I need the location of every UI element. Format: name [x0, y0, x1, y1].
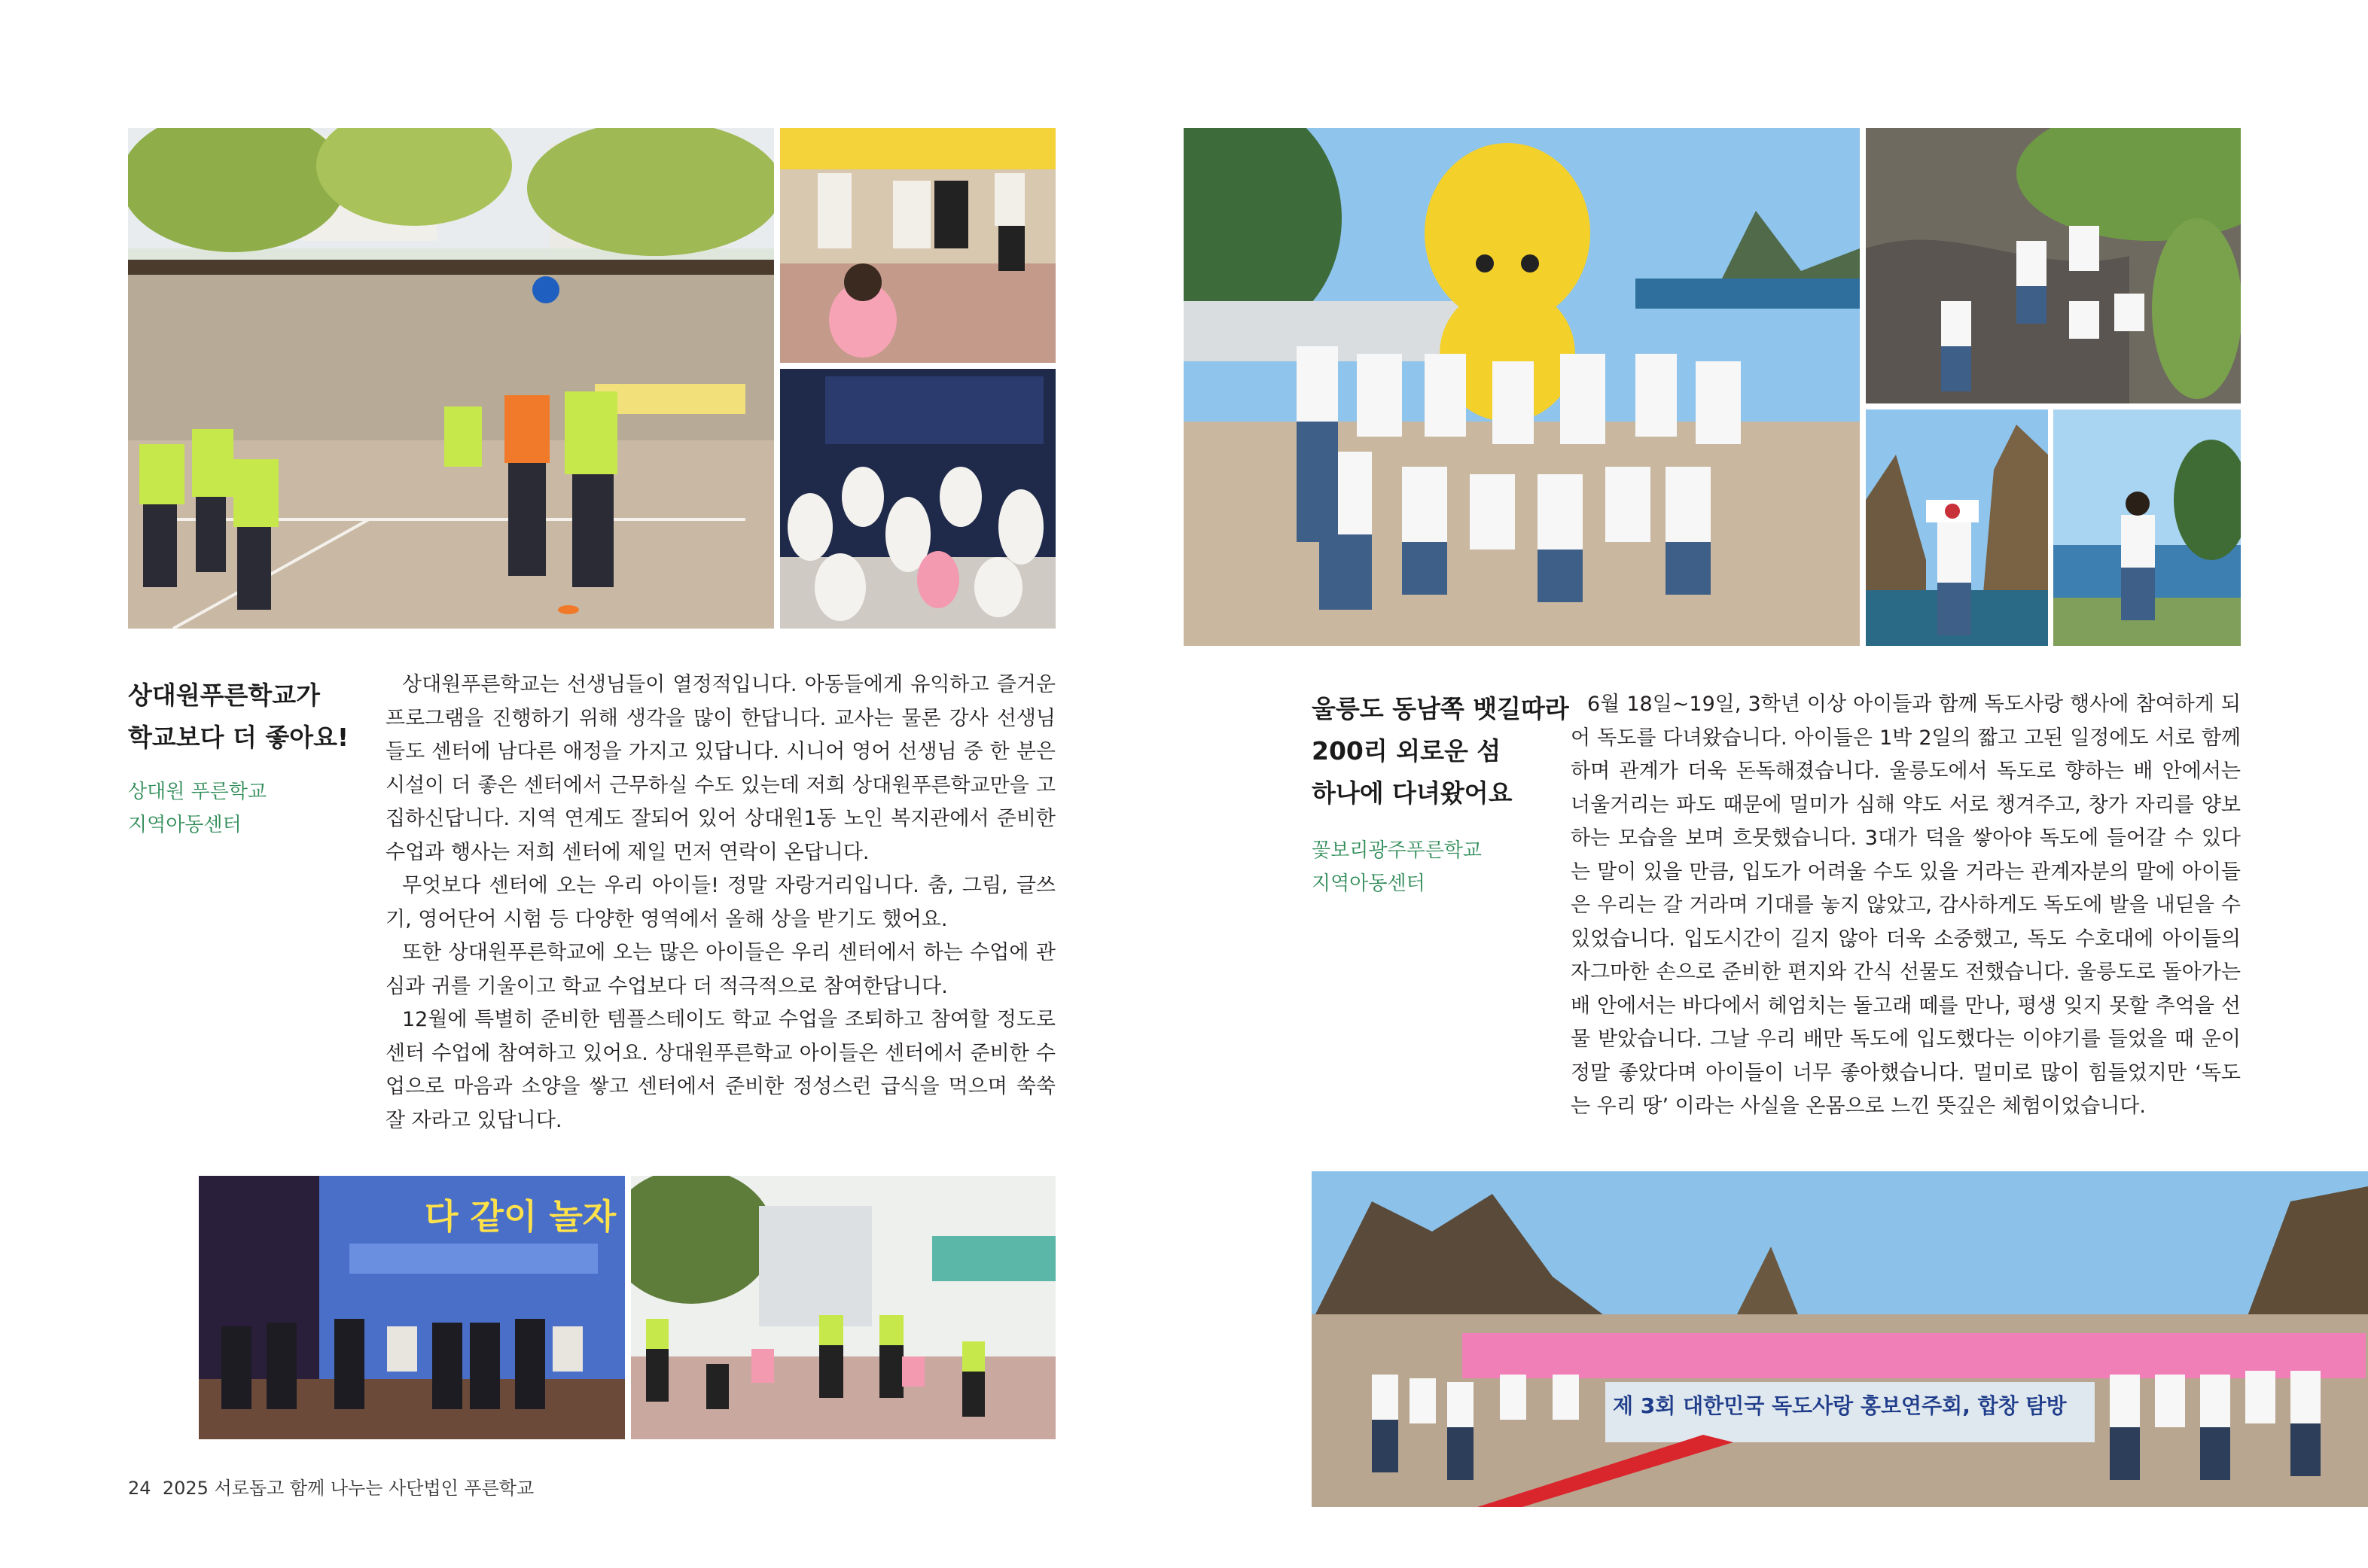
photo-kids-posing [780, 128, 1056, 363]
left-paragraph-4: 12월에 특별히 준비한 템플스테이도 학교 수업을 조퇴하고 참여할 정도로 센터 수업에 참여하고 있어요. 상대원푸른학교 아이들은 센터에서 준비한 수업으로 마음과 소양을 쌓고 센터에서 준비한 정성스런 급식을 먹으며 쑥쑥 잘 자라고 있답니다. [386, 1008, 1056, 1132]
page-footer [128, 1473, 534, 1499]
photo-festival-group [780, 369, 1056, 629]
left-title-line1: 상대원푸른학교가 [128, 680, 321, 710]
photo-boy-facing-sea [2053, 410, 2241, 646]
photo-kids-on-rocks [1866, 128, 2241, 403]
left-title-line2: 학교보다 더 좋아요! [128, 723, 349, 752]
photo-dokdo-banner-group [1312, 1171, 2368, 1507]
stage-banner-text: 다 같이 놀자 [425, 1196, 617, 1237]
left-center-line1: 상대원 푸른학교 [128, 781, 267, 803]
right-article-body [1571, 688, 2241, 1124]
photo-outdoor-dance [631, 1176, 1056, 1439]
left-center-line2: 지역아동센터 [128, 814, 242, 836]
right-title-line1: 울릉도 동남쪽 뱃길따라 [1312, 694, 1569, 723]
right-center-name [1312, 834, 1482, 900]
publication-title: 2025 서로돕고 함께 나누는 사단법인 푸른학교 [162, 1478, 535, 1499]
right-center-line1: 꽃보리광주푸른학교 [1312, 839, 1483, 862]
photo-ulleungdo-group-mascot [1184, 128, 1860, 646]
left-paragraph-1: 상대원푸른학교는 선생님들이 열정적입니다. 아동들에게 유익하고 즐거운 프로그램을 진행하기 위해 생각을 많이 한답니다. 교사는 물론 강사 선생님들도 센터에 남다른 애정을 가지고 있답니다. 시니어 영어 선생님 중 한 분은 시설이 더 좋은 센터에서 근무하실 수도 있는데 저희 상대원푸른학교만을 고집하신답니다. 지역 연계도 잘되어 있어 상대원1동 노인 복지관에서 준비한 수업과 행사는 저희 센터에 제일 먼저 연락이 온답니다. [386, 673, 1056, 864]
photo-schoolyard-game [128, 128, 774, 629]
right-article-title [1312, 688, 1569, 814]
right-title-line2: 200리 외로운 섬 [1312, 736, 1501, 766]
left-paragraph-2: 무엇보다 센터에 오는 우리 아이들! 정말 자랑거리입니다. 춤, 그림, 글쓰기, 영어단어 시험 등 다양한 영역에서 올해 상을 받기도 했어요. [386, 874, 1056, 931]
dokdo-banner-text: 제 3회 대한민국 독도사랑 홍보연주회, 합창 탐방 [1613, 1393, 2067, 1418]
left-center-name [128, 775, 267, 842]
left-paragraph-3: 또한 상대원푸른학교에 오는 많은 아이들은 우리 센터에서 하는 수업에 관심과 귀를 기울이고 학교 수업보다 더 적극적으로 참여한답니다. [386, 941, 1056, 998]
right-title-line3: 하나에 다녀왔어요 [1312, 778, 1513, 808]
photo-boy-with-flag [1866, 410, 2048, 646]
right-center-line2: 지역아동센터 [1312, 872, 1425, 895]
page-number: 24 [128, 1478, 151, 1499]
left-article-body [386, 668, 1056, 1137]
photo-stage-performance [199, 1176, 625, 1439]
right-paragraph-1: 6월 18일~19일, 3학년 이상 아이들과 함께 독도사랑 행사에 참여하게 되어 독도를 다녀왔습니다. 아이들은 1박 2일의 짧고 고된 일정에도 서로 함께하며 관계가 더욱 돈독해졌습니다. 울릉도에서 독도로 향하는 배 안에서는 너울거리는 파도 때문에 멀미가 심해 약도 서로 챙겨주고, 창가 자리를 양보하는 모습을 보며 흐뭇했습니다. 3대가 덕을 쌓아야 독도에 들어갈 수 있다는 말이 있을 만큼, 입도가 어려울 수도 있을 거라는 관계자분의 말에 아이들은 우리는 갈 거라며 기대를 놓지 않았고, 감사하게도 독도에 발을 내딛을 수 있었습니다. 입도시간이 길지 않아 더욱 소중했고, 독도 수호대에 아이들의 자그마한 손으로 준비한 편지와 간식 선물도 전했습니다. 울릉도로 돌아가는 배 안에서는 바다에서 헤엄치는 돌고래 떼를 만나, 평생 잊지 못할 추억을 선물 받았습니다. 그날 우리 배만 독도에 입도했다는 이야기를 들었을 때 운이 정말 좋았다며 아이들이 너무 좋아했습니다. 멀미로 많이 힘들었지만 ‘독도는 우리 땅’ 이라는 사실을 온몸으로 느낀 뜻깊은 체험이었습니다. [1571, 693, 2241, 1118]
left-article-title [128, 674, 349, 759]
